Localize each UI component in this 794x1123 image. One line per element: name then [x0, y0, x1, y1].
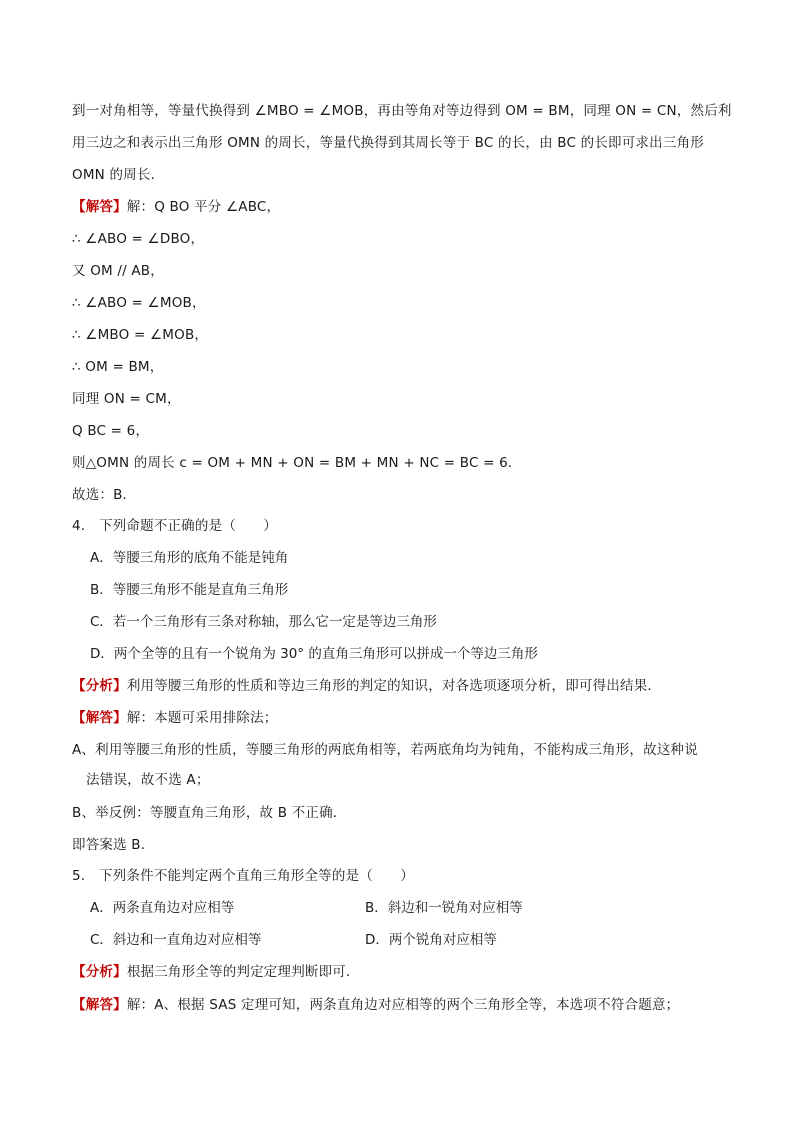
answer-tag: 【解答】 [72, 199, 127, 215]
text-line: 用三边之和表示出三角形 OMN 的周长，等量代换得到其周长等于 BC 的长，由 BC 的长即可求出三角形 [72, 135, 704, 151]
text-line: 即答案选 B． [72, 837, 155, 853]
text-line: 故选：B． [72, 487, 137, 503]
answer-text: 解：A、根据 SAS 定理可知，两条直角边对应相等的两个三角形全等，本选项不符合题意； [126, 997, 680, 1013]
text-line: OMN 的周长． [72, 167, 165, 183]
q4-option-d: D．两个全等的且有一个锐角为 30° 的直角三角形可以拼成一个等边三角形 [90, 646, 538, 662]
q5-option-c: C．斜边和一直角边对应相等 [90, 932, 262, 948]
q5-answer [72, 995, 732, 1015]
analysis-tag: 【分析】 [72, 964, 127, 980]
text-line: 到一对角相等，等量代换得到 ∠MBO = ∠MOB，再由等角对等边得到 OM = BM，同理 ON = CN，然后利 [72, 103, 732, 119]
answer-text: 解：本题可采用排除法； [126, 710, 278, 726]
text-line: ∴ ∠ABO = ∠DBO， [72, 231, 205, 247]
text-line: ∴ OM = BM， [72, 359, 164, 375]
q4-option-b: B．等腰三角形不能是直角三角形 [90, 582, 289, 598]
q5-option-a: A．两条直角边对应相等 [90, 900, 235, 916]
q4-option-c: C．若一个三角形有三条对称轴，那么它一定是等边三角形 [90, 614, 437, 630]
text-line: B、举反例：等腰直角三角形，故 B 不正确． [72, 805, 347, 821]
text-line: Q BC = 6， [72, 423, 150, 439]
analysis-tag: 【分析】 [72, 678, 127, 694]
q4-analysis [72, 676, 732, 696]
answer-tag: 【解答】 [72, 997, 127, 1013]
analysis-text: 根据三角形全等的判定定理判断即可． [126, 964, 360, 980]
q4-option-a: A．等腰三角形的底角不能是钝角 [90, 550, 289, 566]
question-4-stem: 4. 下列命题不正确的是（ ） [72, 518, 278, 534]
q5-analysis [72, 962, 732, 982]
answer-line [72, 197, 732, 217]
text-line: ∴ ∠MBO = ∠MOB， [72, 327, 209, 343]
q4-answer [72, 708, 732, 728]
text-line: 又 OM // AB， [72, 263, 164, 279]
answer-text: 解：Q BO 平分 ∠ABC， [126, 199, 281, 215]
text-line: 同理 ON = CM， [72, 391, 181, 407]
question-5-stem: 5. 下列条件不能判定两个直角三角形全等的是（ ） [72, 868, 415, 884]
text-line: 法错误，故不选 A； [86, 772, 210, 788]
analysis-text: 利用等腰三角形的性质和等边三角形的判定的知识，对各选项逐项分析，即可得出结果． [126, 678, 662, 694]
text-line: ∴ ∠ABO = ∠MOB， [72, 295, 206, 311]
answer-tag: 【解答】 [72, 710, 127, 726]
q5-option-b: B．斜边和一锐角对应相等 [365, 900, 523, 916]
q5-option-d: D．两个锐角对应相等 [365, 932, 497, 948]
text-line: A、利用等腰三角形的性质，等腰三角形的两底角相等，若两底角均为钝角，不能构成三角形，故这种说 [72, 742, 698, 758]
text-line: 则△OMN 的周长 c = OM + MN + ON = BM + MN + NC = BC = 6． [72, 455, 522, 471]
